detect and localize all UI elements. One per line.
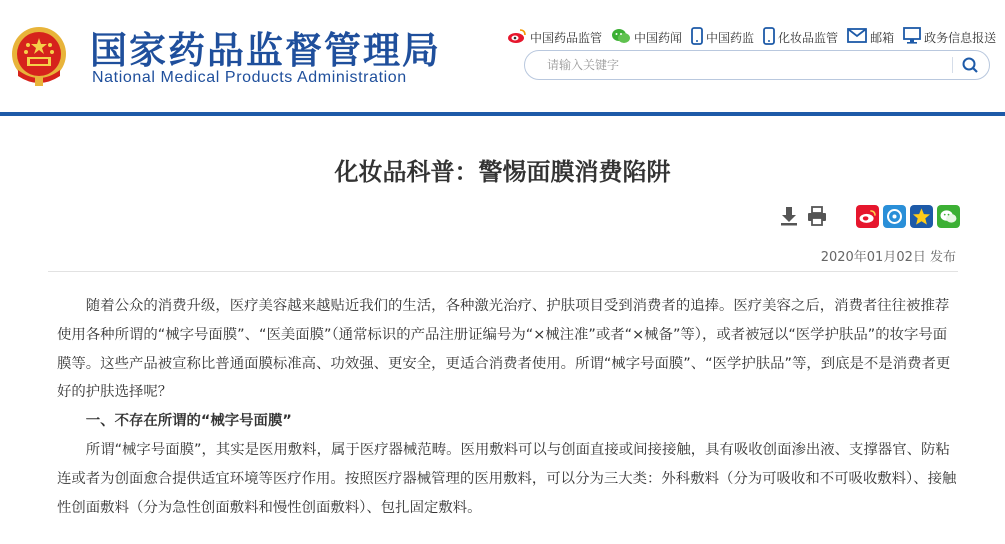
search-icon <box>959 60 981 79</box>
article-body <box>57 292 957 522</box>
article-paragraph: 所谓“械字号面膜”，其实是医用敷料，属于医疗器械范畴。医用敷料可以与创面直接或间接接触，具有吸收创面渗出液、支撑器官、防粘连或者为创面愈合提供适宜环境等医疗作用。按照医疗器械管理的医用敷料，可以分为三大类：外科敷料（分为可吸收和不可吸收敷料）、接触性创面敷料（分为急性创面敷料和慢性创面敷料）、包扎固定敷料。 <box>57 441 957 516</box>
header-bar <box>0 112 1005 116</box>
qzone-share-icon[interactable] <box>883 205 906 228</box>
link-label: 中国药闻 <box>634 30 683 45</box>
link-mobile-nmpa[interactable] <box>691 27 754 48</box>
article-paragraph: 随着公众的消费升级，医疗美容越来越贴近我们的生活，各种激光治疗、护肤项目受到消费者的追捧。医疗美容之后，消费者往往被推荐使用各种所谓的“械字号面膜”、“医美面膜”（通常标识的产品注册证编号为“×械注准”或者“×械备”等），或者被冠以“医学护肤品”的妆字号面膜等。这些产品被宣称比普通面膜标准高、功效强、更安全，更适合消费者使用。所谓“械字号面膜”、“医学护肤品”等，到底是不是消费者更好的护肤选择呢？ <box>57 298 951 401</box>
wechat-icon <box>611 28 634 47</box>
search-input[interactable] <box>547 55 947 75</box>
link-weibo[interactable] <box>507 28 602 47</box>
search-button[interactable] <box>959 55 981 75</box>
link-label: 中国药品监管 <box>530 30 603 45</box>
publish-date: 2020年01月02日 发布 <box>820 250 956 265</box>
weibo-share-icon[interactable] <box>856 205 879 228</box>
section-heading: 一、不存在所谓的“械字号面膜” <box>85 413 292 430</box>
article-tools <box>778 203 964 229</box>
monitor-icon <box>903 27 924 47</box>
mail-icon <box>847 28 870 46</box>
link-label: 邮箱 <box>870 30 895 45</box>
link-label: 政务信息报送 <box>924 30 997 45</box>
site-subtitle: National Medical Products Administration <box>92 69 407 86</box>
star-share-icon[interactable] <box>910 205 933 228</box>
link-label: 中国药监 <box>706 30 755 45</box>
link-gov-info[interactable] <box>903 27 996 47</box>
article-title: 化妆品科普：警惕面膜消费陷阱 <box>334 158 671 186</box>
link-mobile-cosmetics[interactable] <box>763 27 838 48</box>
divider <box>48 271 958 272</box>
wechat-share-icon[interactable] <box>937 205 960 228</box>
mobile-icon <box>691 27 706 48</box>
link-mail[interactable] <box>847 28 894 46</box>
search-box <box>524 50 990 80</box>
search-divider <box>952 57 953 73</box>
link-label: 化妆品监管 <box>778 30 839 45</box>
download-icon[interactable] <box>778 205 800 227</box>
site-header <box>0 0 1005 114</box>
link-wechat[interactable] <box>611 28 682 47</box>
mobile-icon <box>763 27 778 48</box>
national-emblem-icon <box>8 24 70 88</box>
top-links <box>507 27 996 47</box>
print-icon[interactable] <box>806 205 828 227</box>
site-title: 国家药品监督管理局 <box>90 29 441 72</box>
weibo-icon <box>507 28 530 47</box>
